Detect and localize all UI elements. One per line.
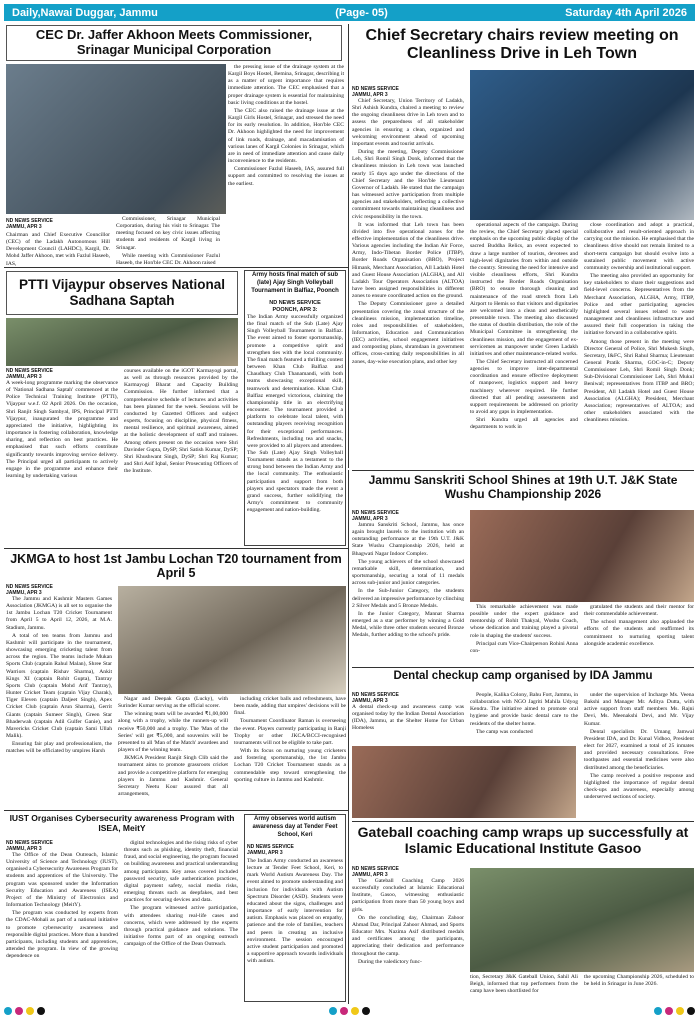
story2-col3: close coordination and adopt a practical, collaborative and result-oriented approach in carrying out the mission. He emphasised that the cleanliness drive should not remain limited to a short-term campaign but should evolve into a sustained public movement with active community ownership and institutional support. The meeting also provided an opportunity for key stakeholders to share their suggestions and field-level concerns. Representatives from the Merchant Association, ALGHA, Army, ITBP, Police and other participating agencies highlighted several issues related to waste management and cleanliness infrastructure and assured their full cooperation in taking the initiative forward in a collaborative spirit. Among those present in the meeting were Director General of Police, Shri Mukesh Singh, Secretary, I&FC, Shri Rahul Sharma; Lieutenant General Pratik Sharma, GOC-in-C; Deputy Commissioner Leh, Shri Romil Singh Donk; Sub-Divisional Commissioner Leh, Shri Mukul Beniwal; representatives from ITBP and BRO; President, All Ladakh Hotel and Guest House Association (ALGHA); President, Merchant Association; representatives of ALTOA; and other stakeholders associated with the cleanliness mission. xyxy=(584,222,694,424)
story6-col3: including cricket balls and refreshments, have been made, adding that umpires' decisions will be final. Tournament Coordinator Raman is overseeing the event. Players currently participating in Ranji Trophy or other JKCA/BCCI-recognised tournaments will not be eligible to take part. With its focus on nurturing young cricketers and fostering sportsmanship, the 1st Jambu Lochan T20 Cricket Tournament stands as a commendable step toward strengthening the sporting culture in Jammu and Kashmir. xyxy=(234,696,346,783)
story2-col2: operational aspects of the campaign. During the review, the Chief Secretary placed special emphasis on the upcoming public display of the sacred Buddha Relics, an event expected to draw a large number of tourists, devotees and high-level dignitaries from within and outside the country. Stressing the need for intensive and visible cleanliness efforts, Shri Kundra instructed the Border Roads Organisation (BRO) to ensure thorough cleaning and maintenance of the road stretch from Leh Airport to Hemis so that visitors and dignitaries are welcomed into a clean and aesthetically presentable town. The meeting also discussed the status of dustbin distribution, the role of the Municipal Committee in strengthening the cleanliness mission, and the engagement of ex-servicemen as manpower under Green Ladakh initiatives and other maintenance-related works. The Chief Secretary instructed all concerned agencies to improve inter-departmental coordination and ensure effective deployment of manpower, logistics support and heavy machinery wherever required. He further directed that all pending assessments and support requirements be addressed on priority to avoid any gaps in implementation. Shri Kundra urged all agencies and departments to work in xyxy=(470,222,578,431)
story1-col2: Commissioner, Srinagar Municipal Corporation, during his visit to Srinagar. The meeting focused on key civic issues affecting students and residents of Kargil living in Srinagar. While meeting with Commissioner Fazlul Haseeb, the Hon'ble CEC Dr. Akhoon raised xyxy=(116,216,220,266)
registration-dot xyxy=(4,1007,12,1015)
story3-dateline: ND NEWS SERVICE JAMMU, APR 3 xyxy=(6,368,53,381)
story4-headline: Army hosts final match of sub (late) Ajay Singh Volleyball Tournament in Balfiaz, Poonch xyxy=(251,272,339,294)
story5-headline: Jammu Sanskriti School Shines at 19th U.T. J&K State Wushu Championship 2026 xyxy=(368,473,678,501)
story7-col1: A dental check-up and awareness camp was organised today by the Indian Dental Association (IDA), Jammu, at the Shelter Home for Urban Homeless xyxy=(352,704,464,732)
story1-headline: CEC Dr. Jaffer Akhoon Meets Commissioner, Srinagar Municipal Corporation xyxy=(6,25,342,61)
story5-col2: This remarkable achievement was made possible under the expert guidance and mentorship of Rohit Thakyal, Wushu Coach, whose dedication and training played a pivotal role in shaping the students' success. Principal cum Vice-Chairperson Rohini Anna con- xyxy=(470,604,578,654)
story2-headline: Chief Secretary chairs review meeting on Cleanliness Drive in Leh Town xyxy=(365,26,679,62)
story6-headline: JKMGA to host 1st Jambu Lochan T20 tournament from April 5 xyxy=(10,552,342,581)
story7-headline: Dental checkup camp organised by IDA Jammu xyxy=(393,670,653,682)
registration-dot xyxy=(340,1007,348,1015)
story3-col2: courses available on the iGOT Karmayogi portal, as well as through resources provided by the Karmayogi Bharat and Capacity Building Commission. He further informed that a comprehensive schedule of lectures and activities has been planned for the week. Sessions will be conducted by Gazetted Officers and subject experts, focusing on discipline, physical fitness, mental resilience, and spiritual awareness, aimed at the holistic development of staff and trainees. Among others present on the occasion were Shri Davinder Gupta, DySP; Shri Satish Kumar, DySP; Shri Khushwant Singh, DySP; Shri Raj Kumar; and Shri Asif Iqbal, Senior Prosecuting Officers of the Institute. xyxy=(124,368,238,475)
story6-photo xyxy=(118,586,346,694)
registration-dot xyxy=(665,1007,673,1015)
registration-dot xyxy=(351,1007,359,1015)
story8-col1: The Office of the Dean Outreach, Islamic University of Science and Technology (IUST), organised a Cybersecurity Awareness Program for students and apprentices of the University. The program was sponsored under the Information Security Education and Awareness (ISEA) Project of the Ministry of Electronics and Information Technology (MeitY). The program was conducted by experts from the CDAC-Mohali as part of a national initiative to promote cybersecurity awareness and responsible digital practices. More than a hundred participants, including students and apprentices, attended the program. In view of the growing dependence on xyxy=(6,852,119,960)
story3-col1: A week-long programme marking the observance of 'National Sadhana Saptah' commenced at the Police Technical Training Institute (PTTI), Vijaypur w.e.f. 02 April 2026. On the occasion, Shri Ranjit Singh Sambyal, IPS, Principal PTTI Vijaypur, inaugurated the programme and appreciated the initiative, highlighting its importance in fostering collaboration, knowledge sharing, and reflection on best practices. He emphasised that such efforts contribute significantly towards improving service delivery. The Principal urged all participants to actively engage in the programme and enhance their learning by undertaking various xyxy=(6,380,118,480)
story5-photo xyxy=(470,510,694,602)
story10-col1: The Gateball Coaching Camp 2026 successfully concluded at Islamic Educational Institute, Gasoo, witnessing enthusiastic participation from more than 50 young boys and girls. On the concluding day, Chairman Zahoor Ahmad Dar, Principal Zahoor Ahmad, and Sports Educator Mrs. Nazima Asif distributed medals and certificates among the participants, appreciating their dedication and performance throughout the camp. During the valedictory func- xyxy=(352,878,464,965)
story5-dateline: ND NEWS SERVICE JAMMU, APR 3 xyxy=(352,510,399,523)
story6-col2: Nagar and Deepak Gupta (Lucky), with Surinder Kumar serving as the official scorer. The winning team will be awarded ₹1,00,000 along with a trophy, while the runners-up will receive ₹50,000 and a trophy. The 'Man of the Series' will get ₹5,000, and souvenirs will be presented to all 'Man of the Match' awardees and players of the winning team. JKMGA President Ranjit Singh Clib said the tournament aims to promote grassroots cricket and provide a competitive platform for emerging players in Jammu and Kashmir. General Secretary Neetu Kour assured that all arrangements, xyxy=(118,696,228,798)
page-footer xyxy=(4,1004,695,1018)
registration-dot xyxy=(15,1007,23,1015)
story4-body: The Indian Army successfully organized the final match of the Sub (Late) Ajay Singh Volleyball Tournament in Balfiaz. The event aimed to foster sportsmanship, promote a competitive spirit and strengthen ties with the local community. The final match featured a thrilling contest between Khan Club Balfiaz and Chaudhary Club Thanamandi, with both teams showcasing exceptional skill, teamwork and determination. Khan Club Balfiaz emerged victorious, claiming the championship title in an electrifying encounter. The tournament provided a platform to celebrate local talent, with outstanding players receiving recognition for their exceptional performances. Refreshments, including tea and snacks, were provided to all players and attendees. The Sub (Late) Ajay Singh Volleyball Tournament stands as a testament to the strong bond between the Indian Army and the local community. The enthusiastic participation and support from both players and spectators made the event a grand success, further solidifying the Army's commitment to community engagement and nation-building. xyxy=(247,314,343,514)
story10-col2: tion, Secretary J&K Gateball Union, Sahil Ali Beigh, informed that top performers from the camp have been shortlisted for xyxy=(470,974,578,995)
story8-headline: IUST Organises Cybersecurity awareness Program with ISEA, MeitY xyxy=(9,813,235,833)
masthead-page-number: (Page- 05) xyxy=(335,6,388,19)
registration-dot xyxy=(362,1007,370,1015)
registration-marks-right xyxy=(654,1007,695,1015)
registration-dot xyxy=(26,1007,34,1015)
story2-dateline: ND NEWS SERVICE JAMMU, APR 3 xyxy=(352,86,399,99)
story6-col1: The Jammu and Kashmir Masters Games Association (JKMGA) is all set to organise the 1st Jambu Lochan T20 Cricket Tournament from April 5 to April 12, 2026, at M.A. Stadium, Jammu. A total of ten teams from Jammu and Kashmir will participate in the tournament, showcasing emerging cricketing talent from across the region. The teams include Mukan Sports Club (captain Rahul Malan), Shree Star Warriors (captain Rishav Sharma), Ankit Kings XI (captain Rohit Gupta), Tantray Sports Club (captain Mohd Arif Tantray), Hunter Cricket Team (captain Vijay Charak), Tiger Eleven (captain Daljeet Singh), Apex Cricket Club (captain Arun Sharma), Gerrit Giants (captain Sumeer Singh), Green Star Bhaderwah (captain Adil Gulfer Ganie), and Mavericks Cricket Club (captain Sami Ullah Malik). Ensuring fair play and professionalism, the matches will be officiated by umpires Harsh xyxy=(6,596,112,755)
story10-dateline: ND NEWS SERVICE JAMMU, APR 3 xyxy=(352,866,399,879)
story7-photo xyxy=(352,746,576,818)
story9-headline: Army observes world autism awareness day at Tender Feet School, Keri xyxy=(252,816,338,838)
story3-headline: PTTI Vijaypur observes National Sadhana Saptah xyxy=(6,271,238,315)
masthead-date: Saturday 4th April 2026 xyxy=(565,6,687,19)
story4-dateline: ND NEWS SERVICE POONCH, APR 3: xyxy=(269,300,321,313)
registration-dot xyxy=(37,1007,45,1015)
story5-col1: Jammu Sanskriti School, Jammu, has once again brought laurels to the institution with an outstanding performance at the 19th U.T. J&K State Wushu Championship 2026, held at Bhagwati Nagar Indoor Complex. The young achievers of the school showcased remarkable skill, determination, and sportsmanship, securing a total of 11 medals across sub-junior and junior categories. In the Sub-Junior Category, the students delivered an impressive performance by clinching 2 Silver Medals and 5 Bronze Medals. In the Junior Category, Mannat Sharma emerged as a star performer by winning a Gold Medal, while three other students secured Bronze Medals, further adding to the school's pride. xyxy=(352,522,464,639)
story7-col3: under the supervision of Incharge Ms. Veena Bakshi and Manager Mr. Aditya Dutta, with active support from staff members Ms. Rajni Devi, Ms. Meenakshi Devi, and Mr. Vijay Kumar. Dental specialists Dr. Umang Jamwal President IDA, and Dr. Kunal Vidhoo, President elect for 2027, examined a total of 25 inmates and provided necessary consultations. Free toothpastes and essential medicines were also distributed among the beneficiaries. The camp received a positive response and highlighted the importance of regular dental check-ups and awareness, especially among underserved sections of society. xyxy=(584,692,694,801)
registration-dot xyxy=(687,1007,695,1015)
story9-body: The Indian Army conducted an awareness lecture at Tender Feet School, Keri, to mark World Autism Awareness Day. The event aimed to promote understanding and inclusion for individuals with Autism Spectrum Disorder (ASD). Students were educated about the signs, challenges and importance of early intervention for autism. Emphasis was placed on empathy, patience and the role of families, teachers and peers in creating an inclusive environment. The session encouraged active student participation and promoted a supportive approach towards individuals with autism. xyxy=(247,858,343,965)
story1-col1: Chairman and Chief Executive Councillor (CEC) of the Ladakh Autonomous Hill Development Council (LAHDC), Kargil, Dr. Mohd Jaffer Akhoon, met with Fazlul Haseeb, IAS, xyxy=(6,232,110,267)
story1-dateline: ND NEWS SERVICE JAMMU, APR 3 xyxy=(6,218,53,231)
story3-photo xyxy=(6,318,238,366)
masthead xyxy=(4,4,695,21)
story10-photo xyxy=(470,868,694,972)
story7-dateline: ND NEWS SERVICE JAMMU, APR 3 xyxy=(352,692,399,705)
story10-headline: Gateball coaching camp wraps up successfully at Islamic Educational Institute Gasoo xyxy=(357,824,689,857)
story9-dateline: ND NEWS SERVICE JAMMU, APR 3 xyxy=(247,844,294,857)
registration-marks-left xyxy=(4,1007,45,1015)
story7-col2: People, Kalika Colony, Bahu Fort, Jammu, in collaboration with NGO Jagriti Mahila Udyog Kendra. The initiative aimed to promote oral hygiene and provide basic dental care to the residents of the shelter home. The camp was conducted xyxy=(470,692,578,735)
masthead-publication: Daily,Nawai Duggar, Jammu xyxy=(12,6,158,19)
story10-col3: the upcoming Championship 2026, scheduled to be held in Srinagar in June 2026. xyxy=(584,974,694,988)
story8-dateline: ND NEWS SERVICE JAMMU, APR 3 xyxy=(6,840,53,853)
registration-dot xyxy=(676,1007,684,1015)
story5-col3: gratulated the students and their mentor for their commendable achievement. The school management also applauded the efforts of the students and reaffirmed its commitment to nurturing sporting talent alongside academic excellence. xyxy=(584,604,694,647)
story2-col1: Chief Secretary, Union Territory of Ladakh, Shri Ashish Kundra, chaired a meeting to review the ongoing cleanliness drive in Leh town and to assess the preparedness of all stakeholder agencies in ensuring a clean, organized and welcoming environment ahead of upcoming important events and tourist arrivals. During the meeting, Deputy Commissioner Leh, Shri Romil Singh Donk, informed that the cleanliness mission in Leh town was launched nearly 15 days ago under the directions of the Chief Secretary and the Hon'ble Lieutenant Governor of Ladakh. He stated that the campaign has witnessed active participation from multiple agencies and stakeholders, reflecting a collective commitment towards maintaining cleanliness and civic responsibility in the town. It was informed that Leh town has been divided into five operational zones for the effective implementation of the cleanliness drive. Various agencies including the Indian Air Force, Army, Indo-Tibetan Border Police (ITBP), Border Roads Organisation (BRO), Project Himank, Merchant Association, All Ladakh Hotel and Guest House Association (ALGHA), and All Ladakh Tour Operators Association (ALTOA) have been assigned responsibilities in different zones to ensure coordinated action on the ground. The Deputy Commissioner gave a detailed presentation covering the zonal structure of the cleanliness mission, implementation timeline, roles and responsibilities of stakeholders, Information, Education and Communication (IEC) activities, school engagement initiatives and composting plans, shramdaan in government offices, cross-cutting daily responsibilities in all zones, day-wise execution plans, and other key xyxy=(352,98,464,365)
registration-marks-center xyxy=(329,1007,370,1015)
story1-col3: the pressing issue of the drainage system at the Kargil Boys Hostel, Bemina, Srinagar, describing it as a matter of urgent importance that requires immediate attention. The CEC emphasised that a proper drainage system is essential for maintaining basic living conditions at the hostel. The CEC also raised the drainage issue at the Kargil Girls Hostel, Srinagar, and stressed the need for its early resolution. In addition, Hon'ble CEC Dr. Akhoon highlighted the need for improvement of link roads, drainage, and macadamisation of various lanes of Kargil Colonies in Srinagar, which are in need of immediate attention and cause daily inconvenience to the residents. Commissioner Fazlul Haseeb, IAS, assured full support and committed to resolving the issues at the earliest. xyxy=(226,64,344,262)
story8-col2: digital technologies and the rising risks of cyber threats such as phishing, identity theft, financial fraud, and social engineering, the program focused on building awareness and practical understanding among participants. Key areas covered included password security, safe authentication practices, digital payment safety, social media risks, emerging threats such as deepfakes, and best practices for securing devices and data. The program witnessed active participation, with attendees sharing real-life cases and concerns, which were addressed by the experts through practical guidance and solutions. The initiative forms part of an ongoing outreach campaign of the Office of the Dean Outreach. xyxy=(124,840,238,948)
registration-dot xyxy=(329,1007,337,1015)
registration-dot xyxy=(654,1007,662,1015)
story2-photo xyxy=(470,70,694,220)
story6-dateline: ND NEWS SERVICE JAMMU, APR 3 xyxy=(6,584,53,597)
